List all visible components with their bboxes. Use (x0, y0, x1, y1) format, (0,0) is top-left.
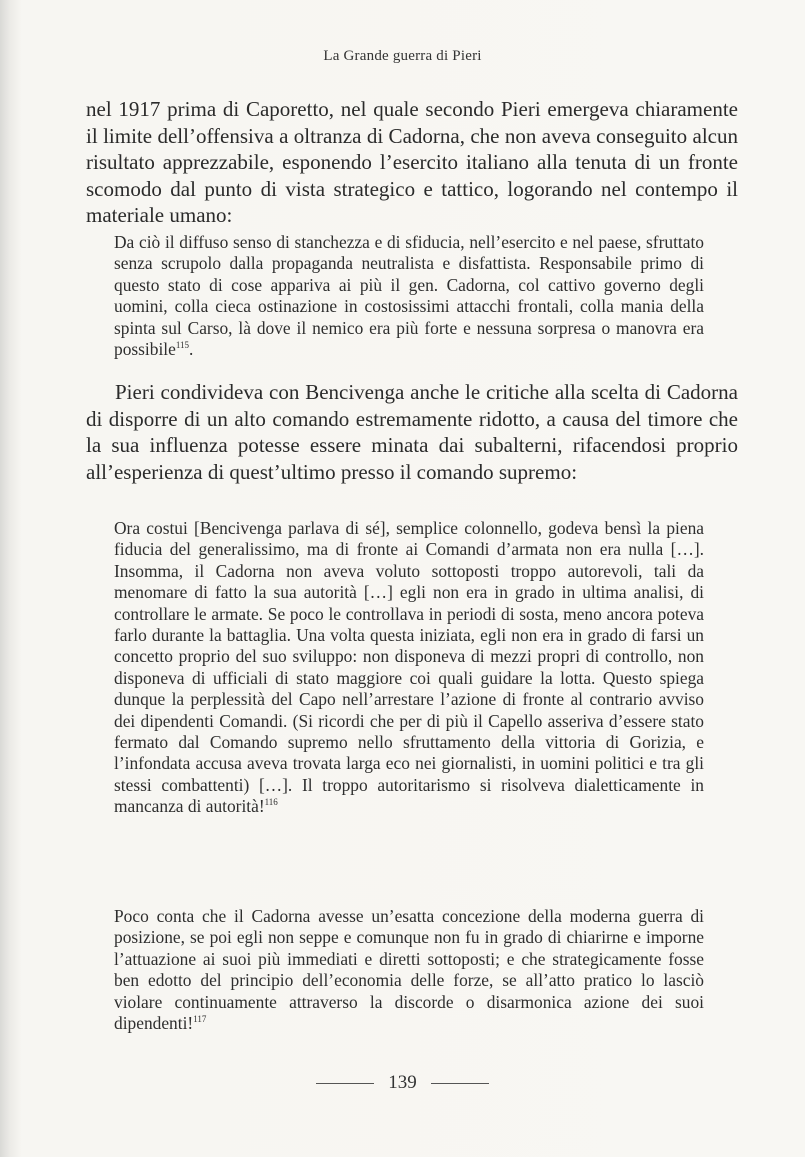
body-paragraph-1: nel 1917 prima di Caporetto, nel quale secondo Pieri emergeva chiaramente il limite dell’offensiva a oltranza di Cadorna, che non aveva conseguito alcun risultato apprezzabile, esponendo l’esercito italiano alla tenuta di un fronte scomodo dal punto di vista strategico e tattico, logorando nel contempo il materiale umano: (86, 97, 738, 228)
quote-1-text: Da ciò il diffuso senso di stanchezza e di sfiducia, nell’esercito e nel paese, sfruttato senza scrupolo dalla propaganda neutralista e disfattista. Responsabile primo di questo stato di cose appariva ai più il gen. Cadorna, col cattivo governo degli uomini, colla cieca ostinazione in costosissimi attacchi frontali, colla mania della spinta sul Carso, là dove il nemico era più forte e nessuna sorpresa o manovra era possibile (114, 232, 704, 360)
quote-1-end: . (189, 339, 194, 360)
footnote-ref-116: 116 (264, 797, 278, 808)
quote-2-text: Ora costui [Bencivenga parlava di sé], semplice colonnello, godeva bensì la piena fiducia del generalissimo, ma di fronte ai Comandi d’armata non era nulla […]. Insomma, il Cadorna non aveva voluto sottoposti troppo autorevoli, tali da menomare di fatto la sua autorità […] egli non era in grado in ultima analisi, di controllare le armate. Se poco le controllava in periodi di sosta, meno ancora poteva farlo durante la battaglia. Una volta questa iniziata, egli non era in grado di farsi un concetto proprio del suo sviluppo: non disponeva di mezzi propri di controllo, non disponeva di ufficiali di stato maggiore coi quali guidare la lotta. Questo spiega dunque la perplessità del Capo nell’arrestare l’azione di fronte al contrario avviso dei dipendenti Comandi. (Si ricordi che per di più il Capello asseriva d’essere stato fermato dal Comando supremo nello sfruttamento della vittoria di Gorizia, e l’infondata accusa aveva trovata larga eco nei giornalisti, in uomini politici e tra gli stessi combattenti) […]. Il troppo autoritarismo si risolveva dialetticamente in mancanza di autorità! (114, 518, 704, 817)
footer-rule-right (431, 1083, 489, 1084)
block-quote-2 (114, 518, 704, 818)
running-head: La Grande guerra di Pieri (323, 48, 482, 64)
footer-rule-left (316, 1083, 374, 1084)
quote-3-text: Poco conta che il Cadorna avesse un’esatta concezione della moderna guerra di posizione, se poi egli non seppe e comunque non fu in grado di chiarirne e imporne l’attuazione ai suoi più immediati e diretti sottoposti; e che strategicamente fosse ben edotto del principio dell’economia delle forze, se all’atto pratico lo lasciò violare continuamente attraverso la discorde o disarmonica azione dei suoi dipendenti! (114, 906, 704, 1034)
page-number: 139 (388, 1072, 417, 1093)
footnote-ref-117: 117 (193, 1014, 207, 1025)
footnote-ref-115: 115 (175, 340, 190, 351)
body-paragraph-2: Pieri condivideva con Bencivenga anche le critiche alla scelta di Cadorna di disporre di un alto comando estremamente ridotto, a causa del timore che la sua influenza potesse essere minata dai subalterni, rifacendosi proprio all’esperienza di quest’ultimo presso il comando supremo: (86, 380, 738, 484)
block-quote-1 (114, 232, 704, 360)
page-footer (0, 1072, 805, 1094)
block-quote-3 (114, 906, 704, 1034)
